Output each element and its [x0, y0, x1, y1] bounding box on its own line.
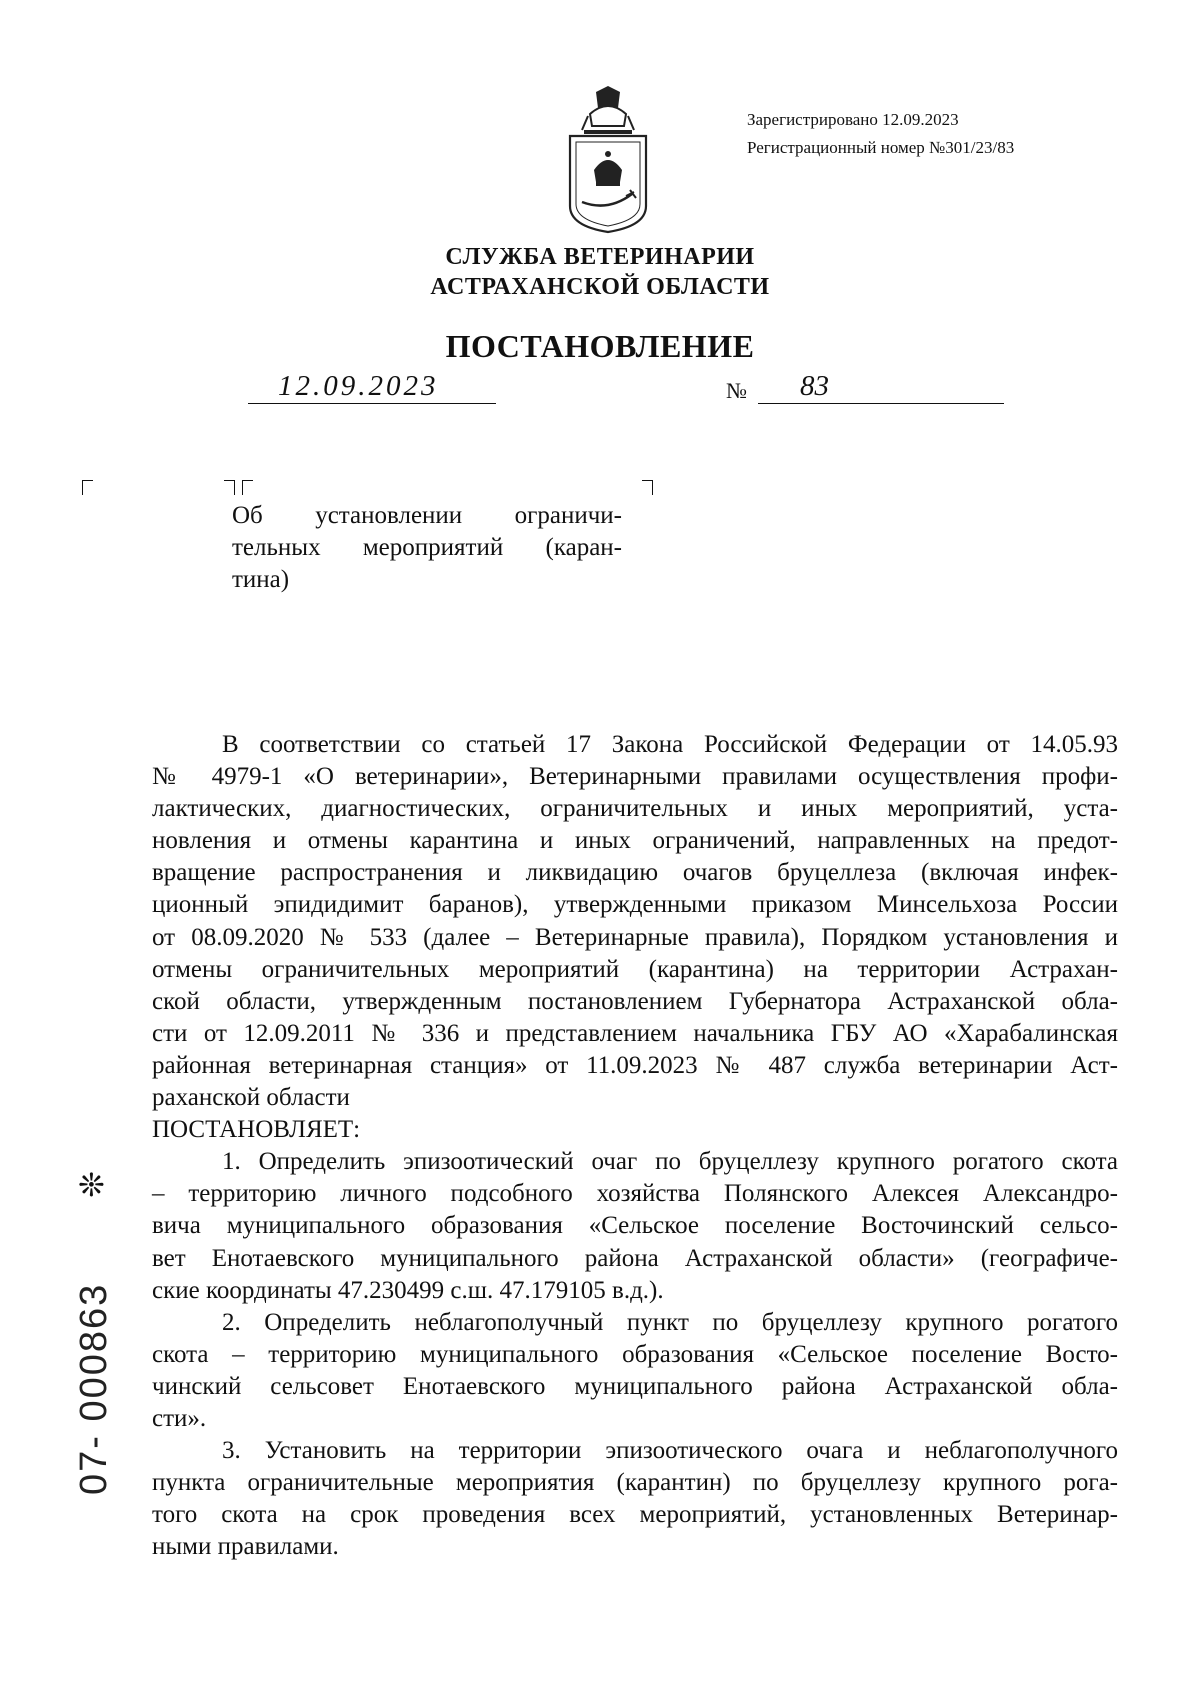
text-line: того скота на срок проведения всех мероприятий, установленных Ветеринар- — [152, 1501, 1118, 1529]
document-subject — [232, 500, 622, 596]
text-line: – территорию личного подсобного хозяйства Полянского Алексея Александро- — [152, 1180, 1118, 1208]
text-line: новления и отмены карантина и иных ограничений, направленных на предот- — [152, 827, 1118, 855]
text-line: сти от 12.09.2011 № 336 и представлением начальника ГБУ АО «Харабалинская — [152, 1019, 1118, 1047]
registration-number: Регистрационный номер №301/23/83 — [747, 138, 1015, 157]
margin-corner-mark — [224, 480, 235, 495]
text-line: от 08.09.2020 № 533 (далее – Ветеринарные правила), Порядком установления и — [152, 923, 1118, 951]
organization-name-line1: СЛУЖБА ВЕТЕРИНАРИИ — [445, 244, 755, 270]
text-line: ными правилами. — [152, 1533, 339, 1561]
date-underline — [248, 403, 496, 404]
text-line: 1. Определить эпизоотический очаг по бруцеллезу крупного рогатого скота — [222, 1148, 1118, 1176]
text-line: ской области, утвержденным постановлением Губернатора Астраханской обла- — [152, 987, 1118, 1015]
text-line: районная ветеринарная станция» от 11.09.2023 № 487 служба ветеринарии Аст- — [152, 1051, 1118, 1079]
organization-name-line2: АСТРАХАНСКОЙ ОБЛАСТИ — [430, 274, 770, 300]
text-line: вращение распространения и ликвидацию очагов бруцеллеза (включая инфек- — [152, 859, 1118, 887]
text-line: вет Енотаевского муниципального района Астраханской области» (географиче- — [152, 1244, 1118, 1272]
subject-corner-mark — [642, 480, 653, 495]
text-line: чинский сельсовет Енотаевского муниципального района Астраханской обла- — [152, 1372, 1118, 1400]
asterisk-mark: ❊ — [78, 1166, 105, 1204]
text-line: вича муниципального образования «Сельское поселение Восточинский сельсо- — [152, 1212, 1118, 1240]
text-line: В соответствии со статьей 17 Закона Российской Федерации от 14.05.93 — [222, 731, 1118, 758]
resolves-word: ПОСТАНОВЛЯЕТ: — [152, 1116, 361, 1144]
text-line: раханской области — [152, 1084, 350, 1112]
text-line: сти». — [152, 1404, 207, 1432]
item-1 — [152, 1146, 1118, 1306]
text-line: пункта ограничительные мероприятия (карантин) по бруцеллезу крупного рога- — [152, 1469, 1118, 1497]
text-line: ционный эпидидимит баранов), утвержденными приказом Минсельхоза России — [152, 891, 1118, 919]
serial-code-text: 07- 000863 — [73, 1282, 115, 1495]
registration-date: Зарегистрировано 12.09.2023 — [747, 110, 959, 129]
number-label: № — [726, 378, 747, 403]
document-type-title: ПОСТАНОВЛЕНИЕ — [445, 328, 755, 364]
margin-corner-mark — [82, 480, 93, 495]
text-line: № 4979-1 «О ветеринарии», Ветеринарными правилами осуществления профи- — [152, 763, 1118, 791]
item-2 — [152, 1307, 1118, 1435]
text-line: 2. Определить неблагополучный пункт по бруцеллезу крупного рогатого — [222, 1308, 1118, 1336]
handwritten-number: 83 — [800, 370, 829, 402]
text-line: отмены ограничительных мероприятий (карантина) на территории Астрахан- — [152, 955, 1118, 983]
text-line: лактических, диагностических, ограничительных и иных мероприятий, уста- — [152, 795, 1118, 823]
subject-line: Об установлении ограничи- — [232, 502, 622, 529]
number-underline — [758, 403, 1004, 404]
handwritten-date: 12.09.2023 — [278, 370, 439, 402]
text-line: ские координаты 47.230499 с.ш. 47.179105 в.д.). — [152, 1276, 664, 1304]
item-3 — [152, 1435, 1118, 1563]
text-line: скота – территорию муниципального образования «Сельское поселение Восто- — [152, 1340, 1118, 1368]
subject-line: тина) — [232, 566, 290, 593]
document-body — [152, 729, 1118, 1563]
subject-line: тельных мероприятий (каран- — [232, 534, 622, 561]
coat-of-arms-emblem — [560, 86, 656, 234]
text-line: 3. Установить на территории эпизоотического очага и неблагополучного — [222, 1437, 1118, 1465]
serial-code-vertical — [62, 1250, 142, 1500]
preamble-paragraph — [152, 729, 1118, 1114]
subject-corner-mark — [242, 480, 253, 495]
